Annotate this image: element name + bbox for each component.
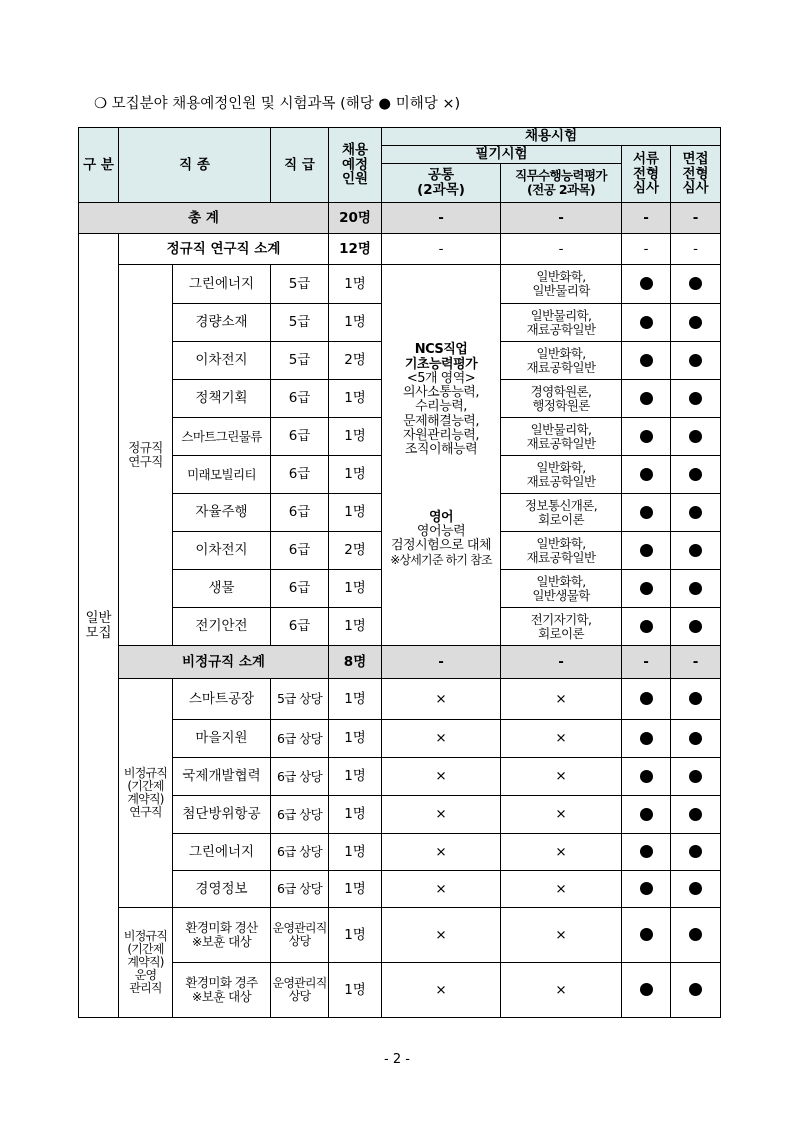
- grade: 6급: [271, 494, 329, 532]
- interview-screening: [671, 456, 721, 494]
- header-written: 필기시험: [382, 146, 622, 164]
- general-recruit-label: 일반 모집: [79, 234, 119, 1018]
- nonregular-subtotal-common: -: [382, 646, 501, 679]
- field-name: 이차전지: [173, 532, 271, 570]
- field-name: 이차전지: [173, 342, 271, 380]
- interview-screening: [671, 380, 721, 418]
- grade: 6급: [271, 380, 329, 418]
- field-name: 경영정보: [173, 871, 271, 908]
- grade: 6급: [271, 608, 329, 646]
- doc-screening: [622, 570, 671, 608]
- doc-screening: [622, 908, 671, 963]
- interview-screening: [671, 532, 721, 570]
- field-name: 전기안전: [173, 608, 271, 646]
- doc-screening: [622, 418, 671, 456]
- doc-screening: [622, 532, 671, 570]
- field-name: 경량소재: [173, 304, 271, 342]
- nonregular-subtotal-label: 비정규직 소계: [119, 646, 329, 679]
- grade: 6급: [271, 418, 329, 456]
- doc-screening: [622, 608, 671, 646]
- grade: 6급: [271, 456, 329, 494]
- applicable-dot-icon: [640, 620, 653, 633]
- applicable-dot-icon: [689, 316, 702, 329]
- table-row: [79, 720, 721, 758]
- field-name: 자율주행: [173, 494, 271, 532]
- applicable-dot-icon: [689, 392, 702, 405]
- major-subjects: 정보통신개론, 회로이론: [501, 494, 622, 532]
- interview-screening: [671, 871, 721, 908]
- major-subjects: 일반물리학, 재료공학일반: [501, 418, 622, 456]
- header-common: 공통 (2과목): [382, 164, 501, 203]
- doc-screening: [622, 265, 671, 304]
- headcount: 1명: [329, 570, 382, 608]
- english-line-3: ※상세기준 하기 참조: [390, 552, 492, 567]
- applicable-dot-icon: [640, 582, 653, 595]
- total-major: -: [501, 203, 622, 234]
- field-name: 생물: [173, 570, 271, 608]
- headcount: 1명: [329, 871, 382, 908]
- doc-screening: [622, 963, 671, 1018]
- applicable-dot-icon: [689, 544, 702, 557]
- field-name: 정책기획: [173, 380, 271, 418]
- interview-screening: [671, 570, 721, 608]
- major-exam-na: ×: [501, 908, 622, 963]
- common-exam-na: ×: [382, 758, 501, 796]
- common-exam-na: ×: [382, 908, 501, 963]
- recruitment-table: [78, 127, 721, 1018]
- table-row: [79, 758, 721, 796]
- headcount: 1명: [329, 679, 382, 720]
- header-planned: 채용 예정 인원: [329, 128, 382, 203]
- doc-screening: [622, 871, 671, 908]
- grade: 6급 상당: [271, 758, 329, 796]
- table-row: [79, 834, 721, 871]
- common-exam-na: ×: [382, 796, 501, 834]
- major-subjects: 일반화학, 재료공학일반: [501, 532, 622, 570]
- interview-screening: [671, 963, 721, 1018]
- nonregular-ops-group-label: 비정규직 (기간제 계약직) 운영 관리직: [119, 908, 173, 1018]
- headcount: 1명: [329, 908, 382, 963]
- total-count: 20명: [329, 203, 382, 234]
- grade: 5급 상당: [271, 679, 329, 720]
- field-name: 환경미화 경산 ※보훈 대상: [173, 908, 271, 963]
- total-interview: -: [671, 203, 721, 234]
- grade: 5급: [271, 304, 329, 342]
- applicable-dot-icon: [689, 468, 702, 481]
- ncs-title-2: 기초능력평가: [404, 356, 478, 372]
- major-subjects: 경영학원론, 행정학원론: [501, 380, 622, 418]
- ncs-area-item: 문제해결능력,: [403, 413, 479, 429]
- common-exam-na: ×: [382, 834, 501, 871]
- doc-screening: [622, 380, 671, 418]
- headcount: 1명: [329, 418, 382, 456]
- doc-screening: [622, 679, 671, 720]
- applicable-dot-icon: [640, 983, 653, 996]
- grade: 6급 상당: [271, 796, 329, 834]
- headcount: 1명: [329, 304, 382, 342]
- major-subjects: 일반화학, 일반생물학: [501, 570, 622, 608]
- interview-screening: [671, 494, 721, 532]
- table-row: [79, 908, 721, 963]
- table-row: [79, 679, 721, 720]
- doc-screening: [622, 796, 671, 834]
- table-row: [79, 796, 721, 834]
- doc-screening: [622, 342, 671, 380]
- english-line-1: 영어능력: [416, 523, 466, 539]
- applicable-dot-icon: [689, 928, 702, 941]
- ncs-areas: <5개 영역>: [406, 370, 476, 386]
- headcount: 1명: [329, 720, 382, 758]
- field-name: 첨단방위항공: [173, 796, 271, 834]
- applicable-dot-icon: [689, 692, 702, 705]
- doc-screening: [622, 304, 671, 342]
- major-exam-na: ×: [501, 758, 622, 796]
- major-exam-na: ×: [501, 963, 622, 1018]
- applicable-dot-icon: [689, 506, 702, 519]
- field-name: 스마트공장: [173, 679, 271, 720]
- field-name: 환경미화 경주 ※보훈 대상: [173, 963, 271, 1018]
- headcount: 1명: [329, 494, 382, 532]
- nonregular-subtotal-interview: -: [671, 646, 721, 679]
- applicable-dot-icon: [689, 845, 702, 858]
- regular-subtotal-interview: -: [671, 234, 721, 265]
- regular-subtotal-doc: -: [622, 234, 671, 265]
- major-subjects: 전기자기학, 회로이론: [501, 608, 622, 646]
- regular-subtotal-count: 12명: [329, 234, 382, 265]
- field-name: 마을지원: [173, 720, 271, 758]
- field-name: 스마트그린물류: [173, 418, 271, 456]
- section-heading: ❍ 모집분야 채용예정인원 및 시험과목 (해당 ● 미해당 ×): [94, 96, 461, 112]
- applicable-dot-icon: [689, 882, 702, 895]
- interview-screening: [671, 265, 721, 304]
- applicable-dot-icon: [640, 928, 653, 941]
- applicable-dot-icon: [640, 354, 653, 367]
- interview-screening: [671, 796, 721, 834]
- grade: 운영관리직 상당: [271, 908, 329, 963]
- headcount: 1명: [329, 456, 382, 494]
- applicable-dot-icon: [640, 544, 653, 557]
- major-subjects: 일반화학, 재료공학일반: [501, 342, 622, 380]
- doc-screening: [622, 834, 671, 871]
- header-interview: 면접 전형 심사: [671, 146, 721, 203]
- applicable-dot-icon: [689, 770, 702, 783]
- header-doc: 서류 전형 심사: [622, 146, 671, 203]
- interview-screening: [671, 418, 721, 456]
- major-exam-na: ×: [501, 834, 622, 871]
- interview-screening: [671, 304, 721, 342]
- headcount: 1명: [329, 796, 382, 834]
- header-grade: 직 급: [271, 128, 329, 203]
- english-line-2: 검정시험으로 대체: [390, 538, 492, 554]
- regular-group-label: 정규직 연구직: [119, 265, 173, 646]
- total-label: 총 계: [79, 203, 329, 234]
- header-category: 구 분: [79, 128, 119, 203]
- applicable-dot-icon: [689, 732, 702, 745]
- applicable-dot-icon: [640, 770, 653, 783]
- header-exam: 채용시험: [382, 128, 721, 146]
- field-name: 그린에너지: [173, 834, 271, 871]
- grade: 5급: [271, 342, 329, 380]
- applicable-dot-icon: [640, 392, 653, 405]
- headcount: 1명: [329, 963, 382, 1018]
- regular-subtotal-common: -: [382, 234, 501, 265]
- nonregular-subtotal-doc: -: [622, 646, 671, 679]
- interview-screening: [671, 834, 721, 871]
- major-subjects: 일반화학, 재료공학일반: [501, 456, 622, 494]
- common-exam-na: ×: [382, 871, 501, 908]
- major-exam-na: ×: [501, 871, 622, 908]
- ncs-common-exam: [382, 265, 501, 646]
- interview-screening: [671, 342, 721, 380]
- grade: 5급: [271, 265, 329, 304]
- table-row: [79, 265, 721, 304]
- common-exam-na: ×: [382, 720, 501, 758]
- applicable-dot-icon: [689, 983, 702, 996]
- headcount: 1명: [329, 608, 382, 646]
- nonregular-research-group-label: 비정규직 (기간제 계약직) 연구직: [119, 679, 173, 908]
- headcount: 1명: [329, 265, 382, 304]
- major-subjects: 일반물리학, 재료공학일반: [501, 304, 622, 342]
- total-doc: -: [622, 203, 671, 234]
- ncs-area-item: 수리능력,: [415, 399, 467, 415]
- applicable-dot-icon: [640, 468, 653, 481]
- applicable-dot-icon: [640, 882, 653, 895]
- headcount: 1명: [329, 834, 382, 871]
- page-number: - 2 -: [384, 1052, 410, 1067]
- interview-screening: [671, 908, 721, 963]
- table-row: [79, 963, 721, 1018]
- headcount: 2명: [329, 342, 382, 380]
- interview-screening: [671, 758, 721, 796]
- applicable-dot-icon: [640, 277, 653, 290]
- regular-subtotal-major: -: [501, 234, 622, 265]
- applicable-dot-icon: [689, 582, 702, 595]
- applicable-dot-icon: [640, 430, 653, 443]
- field-name: 미래모빌리티: [173, 456, 271, 494]
- regular-subtotal-label: 정규직 연구직 소계: [119, 234, 329, 265]
- total-common: -: [382, 203, 501, 234]
- applicable-dot-icon: [689, 354, 702, 367]
- grade: 6급 상당: [271, 871, 329, 908]
- grade: 운영관리직 상당: [271, 963, 329, 1018]
- field-name: 그린에너지: [173, 265, 271, 304]
- headcount: 1명: [329, 380, 382, 418]
- doc-screening: [622, 758, 671, 796]
- doc-screening: [622, 456, 671, 494]
- grade: 6급 상당: [271, 720, 329, 758]
- header-job-type: 직 종: [119, 128, 271, 203]
- major-exam-na: ×: [501, 679, 622, 720]
- applicable-dot-icon: [640, 506, 653, 519]
- applicable-dot-icon: [689, 620, 702, 633]
- doc-screening: [622, 494, 671, 532]
- applicable-dot-icon: [689, 808, 702, 821]
- common-exam-na: ×: [382, 679, 501, 720]
- interview-screening: [671, 679, 721, 720]
- grade: 6급: [271, 570, 329, 608]
- interview-screening: [671, 608, 721, 646]
- headcount: 2명: [329, 532, 382, 570]
- ncs-area-item: 자원관리능력,: [403, 428, 479, 444]
- grade: 6급 상당: [271, 834, 329, 871]
- applicable-dot-icon: [640, 732, 653, 745]
- major-subjects: 일반화학, 일반물리학: [501, 265, 622, 304]
- applicable-dot-icon: [640, 808, 653, 821]
- ncs-area-item: 의사소통능력,: [403, 385, 479, 401]
- applicable-dot-icon: [640, 845, 653, 858]
- header-job-eval: 직무수행능력평가 (전공 2과목): [501, 164, 622, 203]
- applicable-dot-icon: [640, 316, 653, 329]
- table-row: [79, 871, 721, 908]
- common-exam-na: ×: [382, 963, 501, 1018]
- doc-screening: [622, 720, 671, 758]
- grade: 6급: [271, 532, 329, 570]
- field-name: 국제개발협력: [173, 758, 271, 796]
- ncs-title-1: NCS직업: [414, 342, 468, 358]
- headcount: 1명: [329, 758, 382, 796]
- english-title: 영어: [428, 509, 454, 525]
- ncs-area-item: 조직이해능력: [404, 442, 478, 458]
- applicable-dot-icon: [689, 430, 702, 443]
- major-exam-na: ×: [501, 720, 622, 758]
- interview-screening: [671, 720, 721, 758]
- nonregular-subtotal-count: 8명: [329, 646, 382, 679]
- applicable-dot-icon: [689, 277, 702, 290]
- major-exam-na: ×: [501, 796, 622, 834]
- nonregular-subtotal-major: -: [501, 646, 622, 679]
- applicable-dot-icon: [640, 692, 653, 705]
